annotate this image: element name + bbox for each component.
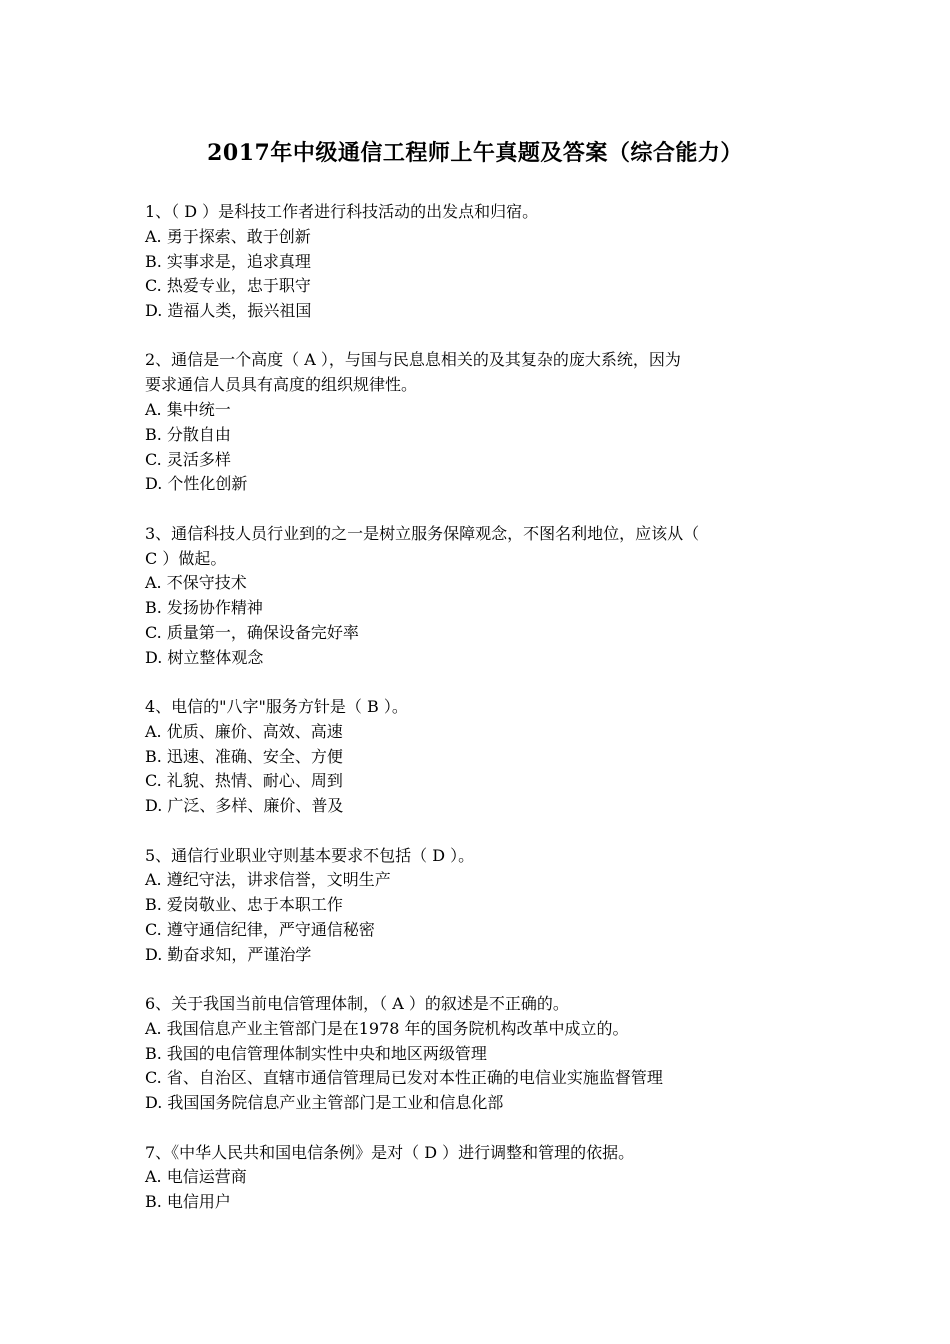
question-stem-line: 1、（ D ）是科技工作者进行科技活动的出发点和归宿。 [145, 202, 539, 221]
answer-option: D. 勤奋求知，严谨治学 [145, 944, 312, 964]
answer-option: A. 我国信息产业主管部门是在1978 年的国务院机构改革中成立的。 [145, 1018, 629, 1038]
question-stem-line: 5、通信行业职业守则基本要求不包括（ D ）。 [145, 845, 475, 865]
answer-option: C. 遵守通信纪律，严守通信秘密 [145, 919, 375, 939]
answer-option: D. 个性化创新 [145, 474, 248, 494]
question-stem-line: 要求通信人员具有高度的组织规律性。 [145, 375, 418, 395]
question-block [145, 844, 835, 968]
answer-option: B. 爱岗敬业、忠于本职工作 [145, 895, 343, 915]
answer-option: A. 电信运营商 [145, 1167, 247, 1187]
page-title: 2017年中级通信工程师上午真题及答案（综合能力） [207, 140, 743, 166]
question-stem-line: 2、通信是一个高度（ A ），与国与民息息相关的及其复杂的庞大系统，因为 [145, 350, 681, 370]
question-stem-line: 3、通信科技人员行业到的之一是树立服务保障观念，不图名利地位，应该从（ [145, 523, 700, 543]
answer-option: B. 分散自由 [145, 424, 231, 444]
answer-option: C. 灵活多样 [145, 449, 231, 469]
answer-option: A. 优质、廉价、高效、高速 [145, 721, 343, 741]
answer-option: C. 礼貌、热情、耐心、周到 [145, 771, 343, 791]
answer-option: D. 广泛、多样、廉价、普及 [145, 796, 344, 816]
answer-option: C. 质量第一，确保设备完好率 [145, 622, 359, 642]
answer-option: A. 集中统一 [145, 400, 231, 420]
question-stem-line: 4、电信的"八字"服务方针是（ B ）。 [145, 697, 408, 717]
answer-option: C. 热爱专业，忠于职守 [145, 276, 311, 296]
question-block [145, 1141, 835, 1215]
answer-option: D. 我国国务院信息产业主管部门是工业和信息化部 [145, 1093, 504, 1113]
question-block [145, 695, 835, 819]
answer-option: B. 我国的电信管理体制实性中央和地区两级管理 [145, 1043, 487, 1063]
answer-option: B. 迅速、准确、安全、方便 [145, 746, 343, 766]
question-block [145, 992, 835, 1116]
question-stem-line: 6、关于我国当前电信管理体制，（ A ）的叙述是不正确的。 [145, 994, 569, 1014]
question-stem-line: 7、《中华人民共和国电信条例》是对（ D ）进行调整和管理的依据。 [145, 1142, 635, 1162]
question-block [145, 200, 835, 324]
answer-option: B. 发扬协作精神 [145, 598, 263, 618]
question-list [145, 200, 835, 1239]
answer-option: C. 省、自治区、直辖市通信管理局已发对本性正确的电信业实施监督管理 [145, 1068, 663, 1088]
answer-option: A. 勇于探索、敢于创新 [145, 226, 311, 246]
answer-option: A. 遵纪守法，讲求信誉，文明生产 [145, 870, 391, 890]
answer-option: D. 树立整体观念 [145, 647, 264, 667]
answer-option: D. 造福人类，振兴祖国 [145, 301, 312, 321]
answer-option: B. 电信用户 [145, 1192, 231, 1212]
answer-option: A. 不保守技术 [145, 573, 247, 593]
answer-option: B. 实事求是，追求真理 [145, 251, 311, 271]
question-block [145, 522, 835, 671]
question-block [145, 348, 835, 497]
question-stem-line: C ）做起。 [145, 548, 227, 568]
